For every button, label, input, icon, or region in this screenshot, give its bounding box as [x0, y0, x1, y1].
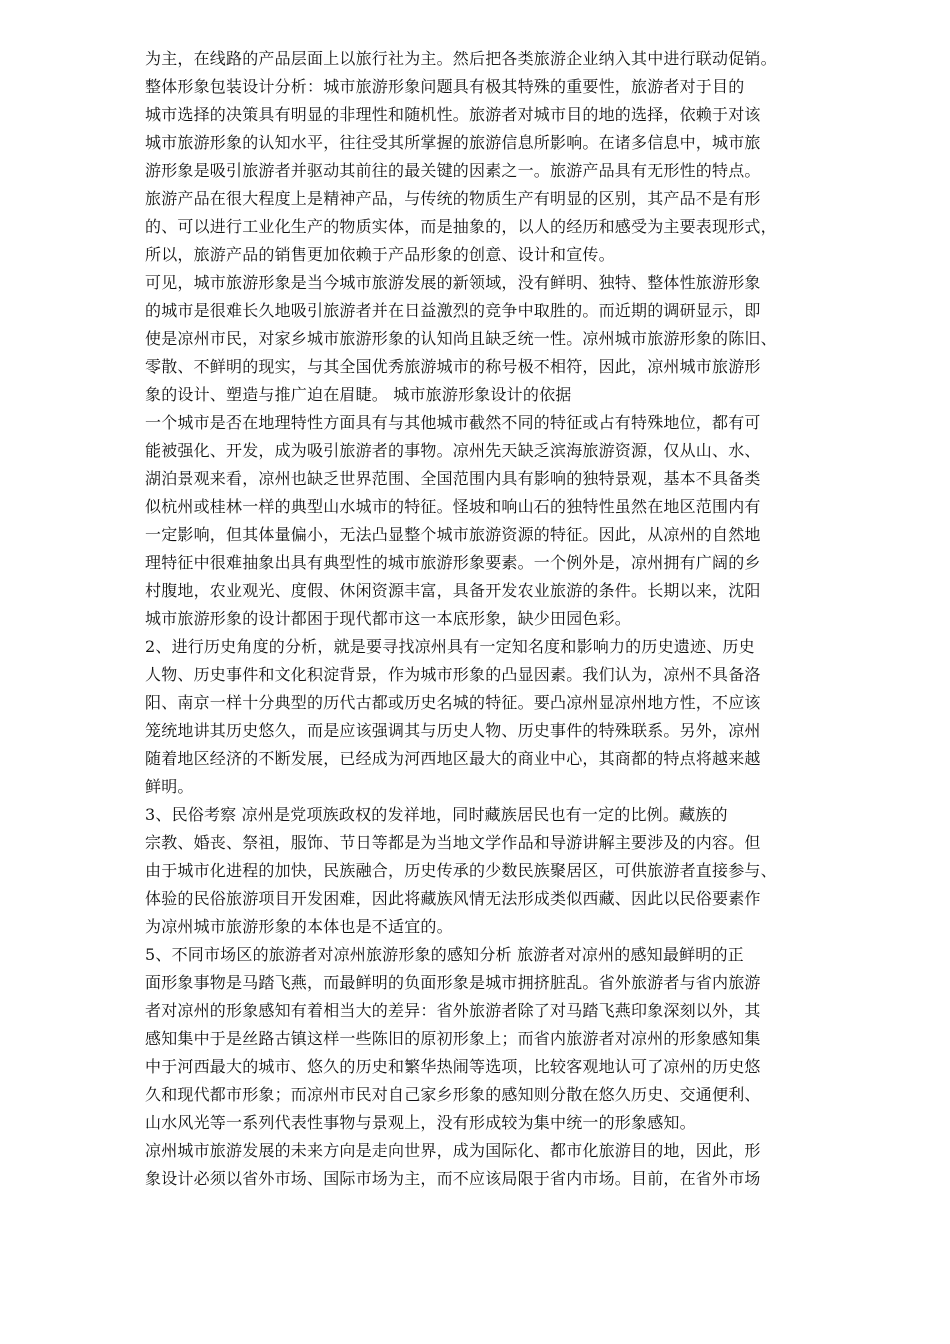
- text-line: 山水风光等一系列代表性事物与景观上，没有形成较为集中统一的形象感知。: [145, 1113, 696, 1132]
- text-line: 2、进行历史角度的分析，就是要寻找凉州具有一定知名度和影响力的历史遗迹、历史: [145, 637, 755, 656]
- text-line: 阳、南京一样十分典型的历代古都或历史名城的特征。要凸凉州显凉州地方性，不应该: [145, 693, 761, 712]
- text-line: 随着地区经济的不断发展，已经成为河西地区最大的商业中心，其商都的特点将越来越: [145, 749, 761, 768]
- text-line: 由于城市化进程的加快，民族融合，历史传承的少数民族聚居区，可供旅游者直接参与、: [145, 861, 777, 880]
- text-line: 面形象事物是马踏飞燕，而最鲜明的负面形象是城市拥挤脏乱。省外旅游者与省内旅游: [145, 973, 761, 992]
- text-line: 能被强化、开发，成为吸引旅游者的事物。凉州先天缺乏滨海旅游资源，仅从山、水、: [145, 441, 761, 460]
- text-line: 鲜明。: [145, 777, 194, 796]
- text-line: 为凉州城市旅游形象的本体也是不适宜的。: [145, 917, 453, 936]
- text-line: 者对凉州的形象感知有着相当大的差异：省外旅游者除了对马踏飞燕印象深刻以外，其: [145, 1001, 761, 1020]
- text-line: 为主，在线路的产品层面上以旅行社为主。然后把各类旅游企业纳入其中进行联动促销。: [145, 49, 777, 68]
- text-line: 城市选择的决策具有明显的非理性和随机性。旅游者对城市目的地的选择，依赖于对该: [145, 105, 761, 124]
- text-line: 人物、历史事件和文化积淀背景，作为城市形象的凸显因素。我们认为，凉州不具备洛: [145, 665, 761, 684]
- text-line: 一个城市是否在地理特性方面具有与其他城市截然不同的特征或占有特殊地位，都有可: [145, 413, 761, 432]
- text-line: 使是凉州市民，对家乡城市旅游形象的认知尚且缺乏统一性。凉州城市旅游形象的陈旧、: [145, 329, 777, 348]
- text-line: 所以，旅游产品的销售更加依赖于产品形象的创意、设计和宣传。: [145, 245, 615, 264]
- text-line: 游形象是吸引旅游者并驱动其前往的最关键的因素之一。旅游产品具有无形性的特点。: [145, 161, 761, 180]
- text-line: 笼统地讲其历史悠久，而是应该强调其与历史人物、历史事件的特殊联系。另外，凉州: [145, 721, 761, 740]
- text-line: 零散、不鲜明的现实，与其全国优秀旅游城市的称号极不相符，因此，凉州城市旅游形: [145, 357, 761, 376]
- text-line: 体验的民俗旅游项目开发困难，因此将藏族风情无法形成类似西藏、因此以民俗要素作: [145, 889, 761, 908]
- text-line: 可见，城市旅游形象是当今城市旅游发展的新领域，没有鲜明、独特、整体性旅游形象: [145, 273, 761, 292]
- text-line: 一定影响，但其体量偏小，无法凸显整个城市旅游资源的特征。因此，从凉州的自然地: [145, 525, 761, 544]
- text-line: 中于河西最大的城市、悠久的历史和繁华热闹等选项，比较客观地认可了凉州的历史悠: [145, 1057, 761, 1076]
- text-line: 旅游产品在很大程度上是精神产品，与传统的物质生产有明显的区别，其产品不是有形: [145, 189, 761, 208]
- text-line: 的、可以进行工业化生产的物质实体，而是抽象的，以人的经历和感受为主要表现形式，: [145, 217, 777, 236]
- text-line: 3、民俗考察 凉州是党项族政权的发祥地，同时藏族居民也有一定的比例。藏族的: [145, 805, 728, 824]
- text-line: 宗教、婚丧、祭祖，服饰、节日等都是为当地文学作品和导游讲解主要涉及的内容。但: [145, 833, 761, 852]
- text-line: 城市旅游形象的认知水平，往往受其所掌握的旅游信息所影响。在诸多信息中，城市旅: [145, 133, 761, 152]
- text-line: 湖泊景观来看，凉州也缺乏世界范围、全国范围内具有影响的独特景观，基本不具备类: [145, 469, 761, 488]
- text-line: 的城市是很难长久地吸引旅游者并在日益激烈的竞争中取胜的。而近期的调研显示，即: [145, 301, 761, 320]
- text-line: 村腹地，农业观光、度假、休闲资源丰富，具备开发农业旅游的条件。长期以来，沈阳: [145, 581, 761, 600]
- text-line: 整体形象包装设计分析：城市旅游形象问题具有极其特殊的重要性，旅游者对于目的: [145, 77, 745, 96]
- text-line: 5、不同市场区的旅游者对凉州旅游形象的感知分析 旅游者对凉州的感知最鲜明的正: [145, 945, 744, 964]
- document-body: [145, 45, 890, 1193]
- text-line: 理特征中很难抽象出具有典型性的城市旅游形象要素。一个例外是，凉州拥有广阔的乡: [145, 553, 761, 572]
- text-line: 似杭州或桂林一样的典型山水城市的特征。怪坡和响山石的独特性虽然在地区范围内有: [145, 497, 761, 516]
- text-line: 久和现代都市形象；而凉州市民对自己家乡形象的感知则分散在悠久历史、交通便利、: [145, 1085, 761, 1104]
- text-line: 城市旅游形象的设计都困于现代都市这一本底形象，缺少田园色彩。: [145, 609, 632, 628]
- text-line: 感知集中于是丝路古镇这样一些陈旧的原初形象上；而省内旅游者对凉州的形象感知集: [145, 1029, 761, 1048]
- text-line: 象的设计、塑造与推广迫在眉睫。 城市旅游形象设计的依据: [145, 385, 572, 404]
- text-line: 凉州城市旅游发展的未来方向是走向世界，成为国际化、都市化旅游目的地，因此，形: [145, 1141, 761, 1160]
- text-line: 象设计必须以省外市场、国际市场为主，而不应该局限于省内市场。目前，在省外市场: [145, 1169, 761, 1188]
